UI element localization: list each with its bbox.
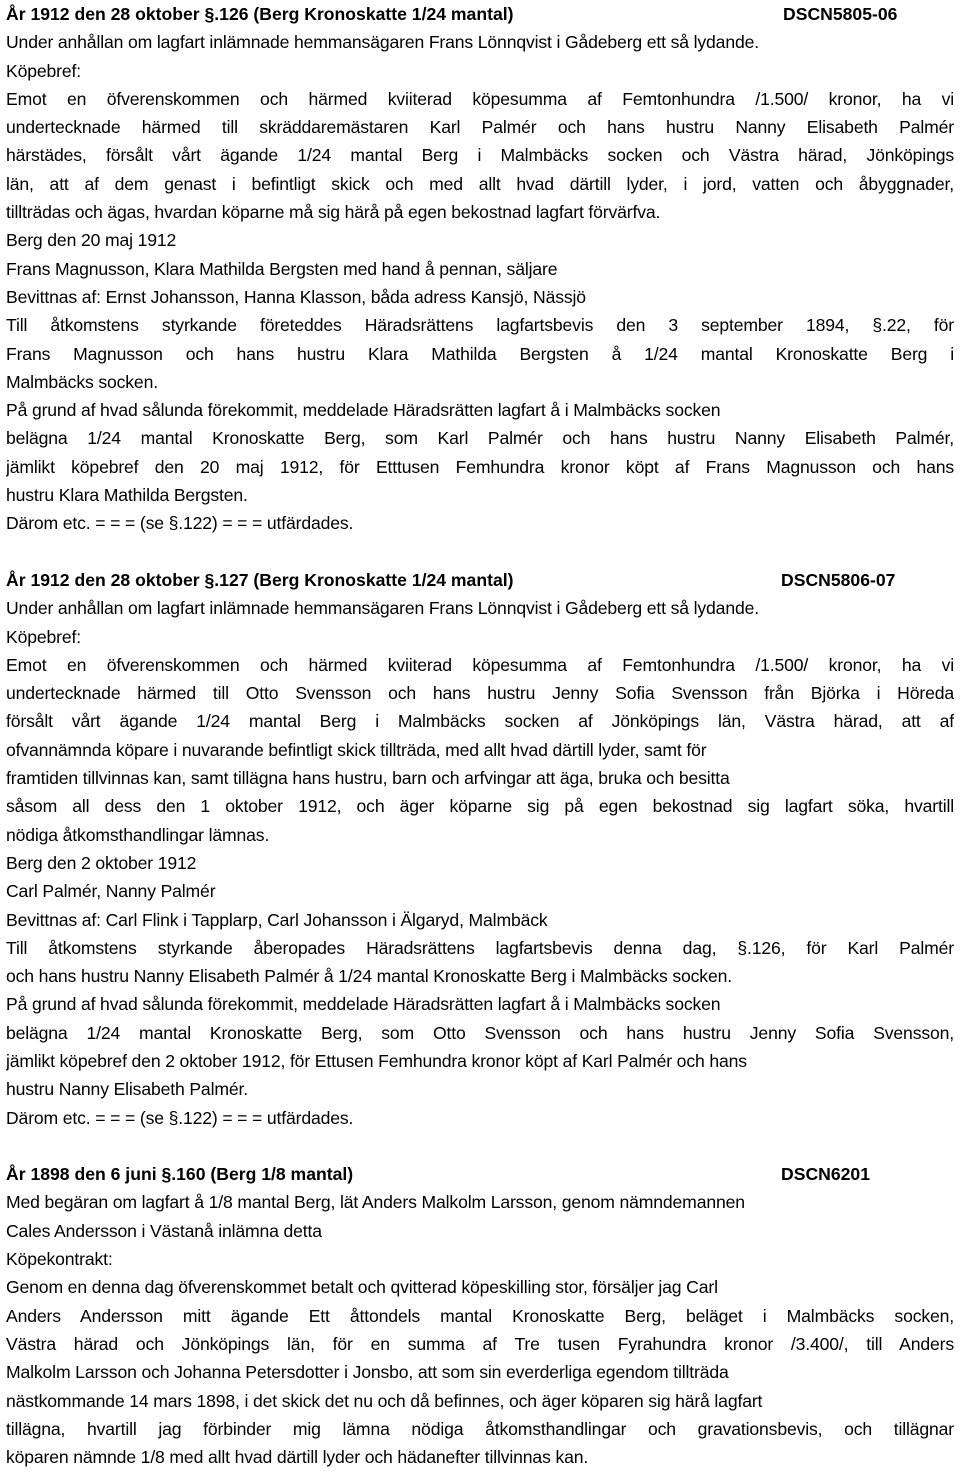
text-line: Genom en denna dag öfverenskommet betalt och qvitterad köpeskilling stor, försäljer jag Carl [6,1277,718,1298]
text-line: hustru Klara Mathilda Bergsten. [6,485,248,506]
text-line: På grund af hvad sålunda förekommit, meddelade Häradsrätten lagfart å i Malmbäcks socken [6,400,721,421]
text-line: och hans hustru Nanny Elisabeth Palmér å 1/24 mantal Kronoskatte Berg i Malmbäcks socken. [6,966,732,987]
text-line: nödiga åtkomsthandlingar lämnas. [6,824,270,845]
record-entry-126 [6,0,954,538]
text-line: hustru Nanny Elisabeth Palmér. [6,1079,248,1100]
text-line: Frans Magnusson och hans hustru Klara Mathilda Bergsten å 1/24 mantal Kronoskatte Berg i [6,343,954,364]
text-line: undertecknade härmed till skräddaremästaren Karl Palmér och hans hustru Nanny Elisabeth Palmér [6,117,954,138]
record-entry-127 [6,566,954,1132]
text-line: jämlikt köpebref den 2 oktober 1912, för Ettusen Femhundra kronor köpt af Karl Palmér och hans [6,1050,747,1071]
photo-reference: DSCN6201 [781,1164,870,1185]
text-line: belägna 1/24 mantal Kronoskatte Berg, som Karl Palmér och hans hustru Nanny Elisabeth Palmér, [6,428,954,449]
text-line: Därom etc. = = = (se §.122) = = = utfärdades. [6,513,354,534]
text-line: tillträdas och ägas, hvardan köparne må sig härå på egen bekostnad lagfart förvärfva. [6,202,661,223]
text-line: Köpekontrakt: [6,1249,113,1270]
text-line: såsom all dess den 1 oktober 1912, och äger köparne sig på egen bekostnad sig lagfart söka, hvartill [6,796,954,817]
text-line: län, att af dem genast i befintligt skick och med allt hvad därtill lyder, i jord, vatten och åbyggnader, [6,173,954,194]
text-line: På grund af hvad sålunda förekommit, meddelade Häradsrätten lagfart å i Malmbäcks socken [6,994,721,1015]
entry-heading [6,1160,954,1188]
text-line: undertecknade härmed till Otto Svensson och hans hustru Jenny Sofia Svensson från Björka i Höreda [6,683,954,704]
text-line: Emot en öfverenskommen och härmed kviiterad köpesumma af Femtonhundra /1.500/ kronor, ha vi [6,88,954,109]
text-line: Under anhållan om lagfart inlämnade hemmansägaren Frans Lönnqvist i Gådeberg ett så lydande. [6,32,759,53]
text-line: Bevittnas af: Ernst Johansson, Hanna Klasson, båda adress Kansjö, Nässjö [6,286,586,307]
record-entry-160 [6,1160,954,1471]
entry-heading [6,566,954,594]
entry-title: År 1912 den 28 oktober §.126 (Berg Kronoskatte 1/24 mantal) [6,4,514,24]
entry-title: År 1912 den 28 oktober §.127 (Berg Kronoskatte 1/24 mantal) [6,569,514,590]
text-line: Emot en öfverenskommen och härmed kviiterad köpesumma af Femtonhundra /1.500/ kronor, ha vi [6,654,954,675]
spacer [6,538,954,566]
photo-reference: DSCN5806-07 [781,569,896,590]
text-line: ofvannämnda köpare i nuvarande befintligt skick tillträda, med allt hvad därtill lyder, samt för [6,739,707,760]
text-line: försålt vårt ägande 1/24 mantal Berg i Malmbäcks socken af Jönköpings län, Västra härad, att af [6,711,954,732]
text-line: framtiden tillvinnas kan, samt tillägna hans hustru, barn och arfvingar att äga, bruka och besitta [6,768,730,789]
text-line: jämlikt köpebref den 20 maj 1912, för Etttusen Femhundra kronor köpt af Frans Magnusson och hans [6,456,954,477]
text-line: Med begäran om lagfart å 1/8 mantal Berg, lät Anders Malkolm Larsson, genom nämndemannen [6,1192,745,1213]
text-line: Köpebref: [6,60,81,81]
text-line: Till åtkomstens styrkande företeddes Häradsrättens lagfartsbevis den 3 september 1894, §.22, för [6,315,954,336]
text-line: Berg den 2 oktober 1912 [6,852,197,873]
text-line: Till åtkomstens styrkande åberopades Häradsrättens lagfartsbevis denna dag, §.126, för Karl Palmér [6,937,954,958]
text-line: Carl Palmér, Nanny Palmér [6,881,216,902]
text-line: Cales Andersson i Västanå inlämna detta [6,1220,322,1241]
text-line: Anders Andersson mitt ägande Ett åttondels mantal Kronoskatte Berg, beläget i Malmbäcks socken, [6,1305,954,1326]
spacer [6,1132,954,1160]
text-line: Berg den 20 maj 1912 [6,230,177,251]
photo-reference: DSCN5805-06 [783,4,898,24]
entry-heading [6,0,954,28]
text-line: Under anhållan om lagfart inlämnade hemmansägaren Frans Lönnqvist i Gådeberg ett så lydande. [6,598,759,619]
text-line: köparen nämnde 1/8 med allt hvad därtill lyder och hädanefter tillvinnas kan. [6,1447,589,1468]
entry-title: År 1898 den 6 juni §.160 (Berg 1/8 mantal) [6,1164,354,1185]
text-line: Malkolm Larsson och Johanna Petersdotter i Jonsbo, att som sin everderliga egendom tillträda [6,1362,729,1383]
text-line: Västra härad och Jönköpings län, för en summa af Tre tusen Fyrahundra kronor /3.400/, till Anders [6,1333,954,1354]
text-line: Malmbäcks socken. [6,371,158,392]
text-line: Frans Magnusson, Klara Mathilda Bergsten med hand å pennan, säljare [6,258,558,279]
text-line: Köpebref: [6,626,81,647]
text-line: Bevittnas af: Carl Flink i Tapplarp, Carl Johansson i Älgaryd, Malmbäck [6,909,548,930]
text-line: belägna 1/24 mantal Kronoskatte Berg, som Otto Svensson och hans hustru Jenny Sofia Svensson, [6,1022,954,1043]
text-line: Därom etc. = = = (se §.122) = = = utfärdades. [6,1107,354,1128]
text-line: nästkommande 14 mars 1898, i det skick det nu och då befinnes, och äger köparen sig härå lagfart [6,1390,763,1411]
text-line: tillägna, hvartill jag förbinder mig lämna nödiga åtkomsthandlingar och gravationsbevis, och tillägnar [6,1418,954,1439]
text-line: härstädes, försålt vårt ägande 1/24 mantal Berg i Malmbäcks socken och Västra härad, Jönköpings [6,145,954,166]
